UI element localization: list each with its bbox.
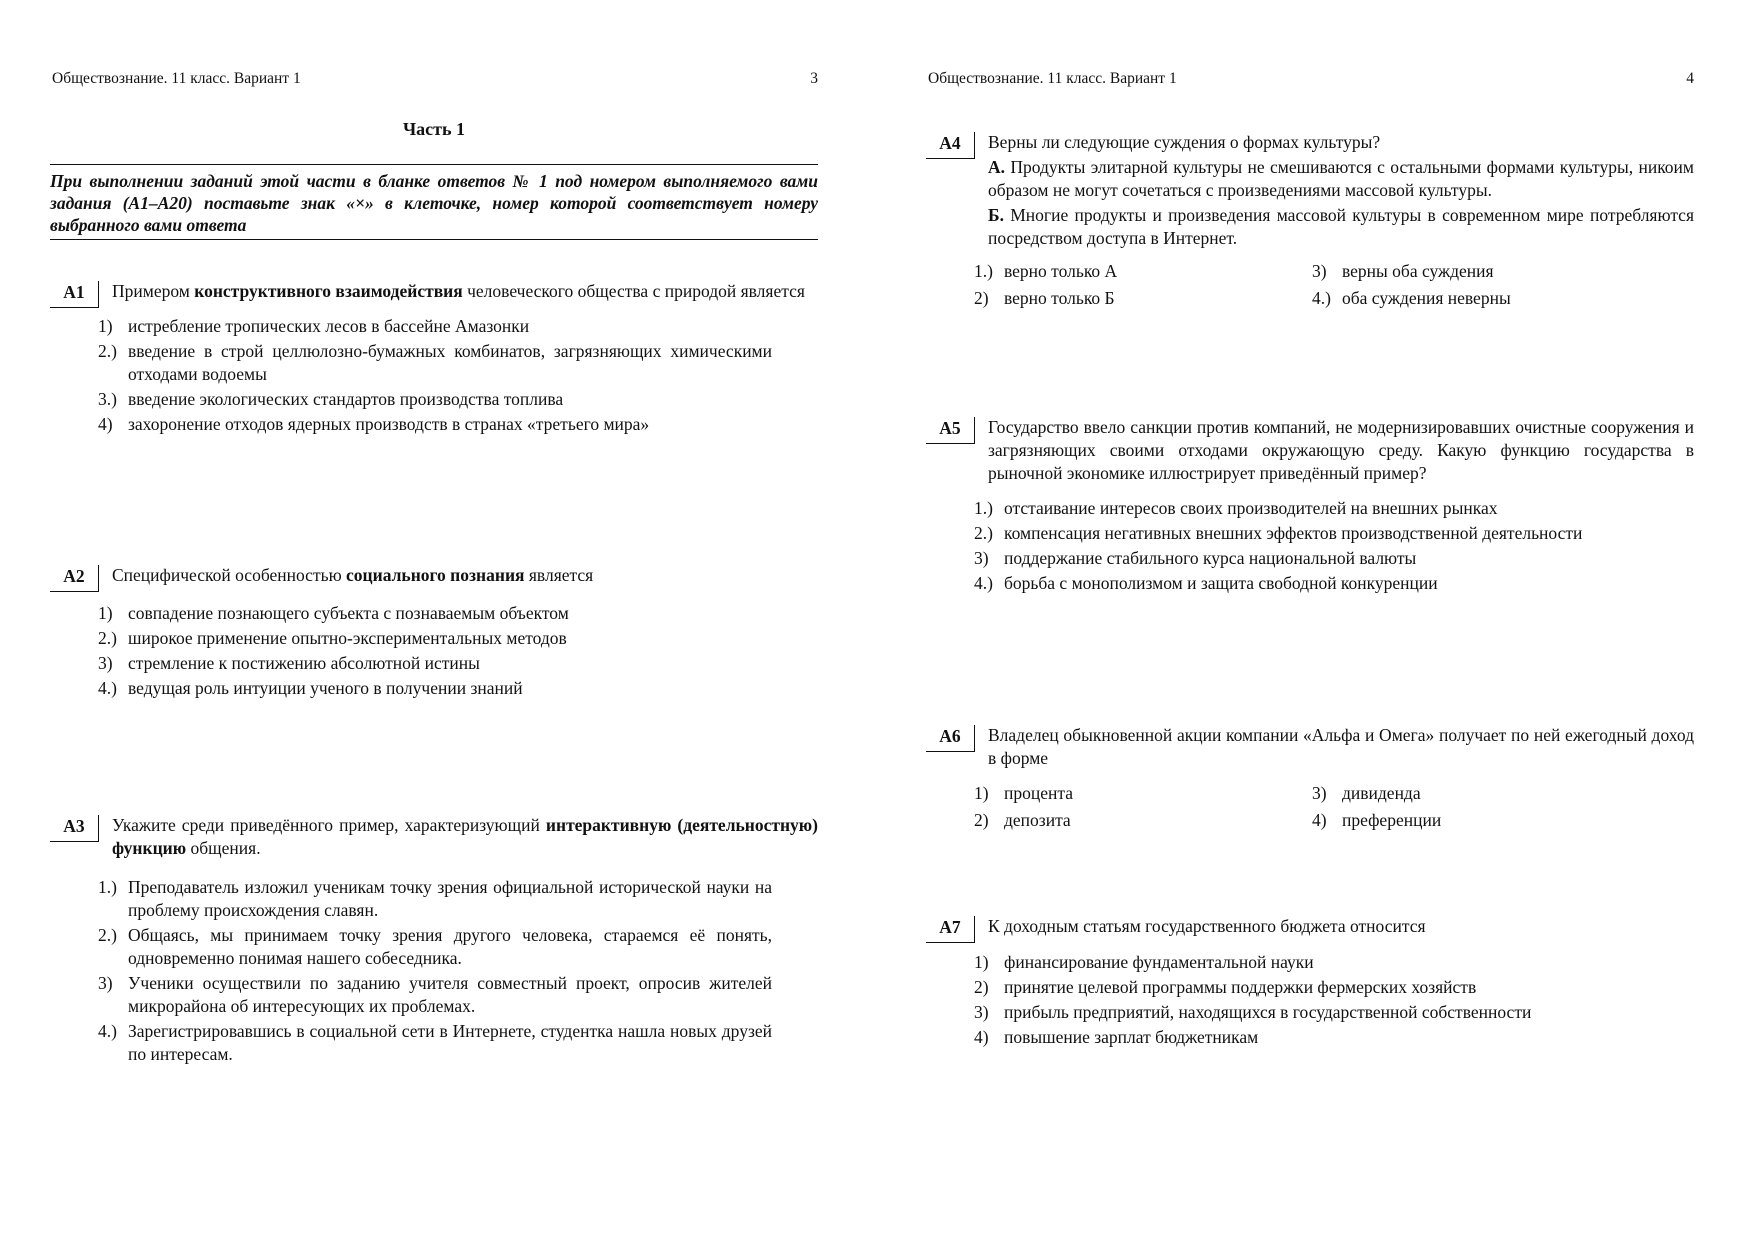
answer-option: 3.) введение экологических стандартов производства топлива [98, 389, 564, 409]
header-title: Обществознание. 11 класс. Вариант 1 [52, 70, 301, 87]
task-label: А5 [926, 417, 975, 444]
answer-option: 2) принятие целевой программы поддержки фермерских хозяйств [974, 977, 1477, 997]
task-label: А3 [50, 815, 99, 842]
page-number: 4 [1686, 70, 1694, 87]
judgement-a: А. Продукты элитарной культуры не смешиваются с остальными формами культуры, никоим образом не могут сочетаться с произведениями массовой культуры. [988, 157, 1694, 200]
answer-option: 1) истребление тропических лесов в бассейне Амазонки [98, 316, 530, 336]
task-label: А4 [926, 132, 975, 159]
answer-option: 4) преференции [1312, 810, 1442, 830]
answer-option: 3) верны оба суждения [1312, 261, 1494, 281]
answer-options [974, 951, 1648, 1049]
task-a7 [926, 915, 1694, 1051]
answer-option: 2.) широкое применение опытно-экспериментальных методов [98, 628, 567, 648]
task-question: Примером конструктивного взаимодействия человеческого общества с природой является [112, 281, 805, 301]
answer-option: 1.) Преподаватель изложил ученикам точку зрения официальной исторической науки на проблему происхождения славян. [98, 877, 772, 920]
answer-option: 2.) Общаясь, мы принимаем точку зрения другого человека, стараемся её понять, одновременно понимая нашего собеседника. [98, 925, 772, 968]
answer-options [98, 315, 772, 436]
page-number: 3 [810, 70, 818, 87]
answer-options [974, 260, 1694, 310]
answer-option: 1) совпадение познающего субъекта с познаваемым объектом [98, 603, 569, 623]
answer-options [974, 782, 1694, 832]
answer-option: 1) финансирование фундаментальной науки [974, 952, 1314, 972]
task-label: А6 [926, 725, 975, 752]
task-a1 [50, 280, 818, 438]
task-a5 [926, 416, 1694, 597]
answer-option: 4.) Зарегистрировавшись в социальной сети в Интернете, студентка нашла новых друзей по интересам. [98, 1021, 772, 1064]
answer-option: 2) депозита [974, 810, 1071, 830]
answer-option: 4.) оба суждения неверны [1312, 288, 1511, 308]
answer-option: 1.) верно только А [974, 261, 1118, 281]
answer-option: 3) дивиденда [1312, 783, 1421, 803]
task-label: А7 [926, 916, 975, 943]
answer-option: 3) поддержание стабильного курса национальной валюты [974, 548, 1417, 568]
answer-option: 4.) борьба с монополизмом и защита свободной конкуренции [974, 573, 1438, 593]
answer-option: 4) захоронение отходов ядерных производств в странах «третьего мира» [98, 414, 650, 434]
answer-option: 1) процента [974, 783, 1073, 803]
answer-options [974, 497, 1648, 595]
answer-option: 2.) компенсация негативных внешних эффектов производственной деятельности [974, 523, 1583, 543]
answer-option: 2.) введение в строй целлюлозно-бумажных комбинатов, загрязняющих химическими отходами водоемы [98, 341, 772, 384]
task-a2 [50, 564, 818, 702]
answer-option: 3) прибыль предприятий, находящихся в государственной собственности [974, 1002, 1532, 1022]
task-question: Специфической особенностью социального познания является [112, 565, 594, 585]
answer-options [98, 876, 772, 1066]
task-label: А1 [50, 281, 99, 308]
part-title: Часть 1 [402, 119, 466, 139]
task-question: Верны ли следующие суждения о формах культуры? [988, 132, 1381, 152]
task-label: А2 [50, 565, 99, 592]
task-a3 [50, 814, 818, 1068]
answer-option: 3) стремление к постижению абсолютной истины [98, 653, 480, 673]
answer-option: 2) верно только Б [974, 288, 1115, 308]
task-question: Укажите среди приведённого пример, характеризующий интерактивную (деятельностную) функцию общения. [112, 815, 818, 858]
task-question: Владелец обыкновенной акции компании «Альфа и Омега» получает по ней ежегодный доход в форме [988, 725, 1694, 768]
answer-option: 3) Ученики осуществили по заданию учителя совместный проект, опросив жителей микрорайона об интересующих их проблемах. [98, 973, 772, 1016]
task-a6 [926, 724, 1694, 832]
answer-option: 1.) отстаивание интересов своих производителей на внешних рынках [974, 498, 1498, 518]
answer-option: 4) повышение зарплат бюджетникам [974, 1027, 1259, 1047]
header-title: Обществознание. 11 класс. Вариант 1 [928, 70, 1177, 87]
task-question: К доходным статьям государственного бюджета относится [988, 916, 1426, 936]
instruction-box: При выполнении заданий этой части в бланке ответов № 1 под номером выполняемого вами задания (А1–А20) поставьте знак «×» в клеточке, номер которой соответствует номеру выбранного вами ответа [50, 164, 818, 240]
judgement-b: Б. Многие продукты и произведения массовой культуры в современном мире потребляются посредством доступа в Интернет. [988, 205, 1694, 248]
task-question: Государство ввело санкции против компаний, не модернизировавших очистные сооружения и загрязняющих своими отходами окружающую среду. Какую функцию государства в рыночной экономике иллюстрирует приведённый пример? [988, 417, 1694, 483]
answer-option: 4.) ведущая роль интуиции ученого в получении знаний [98, 678, 523, 698]
task-a4 [926, 131, 1694, 310]
answer-options [98, 602, 772, 700]
